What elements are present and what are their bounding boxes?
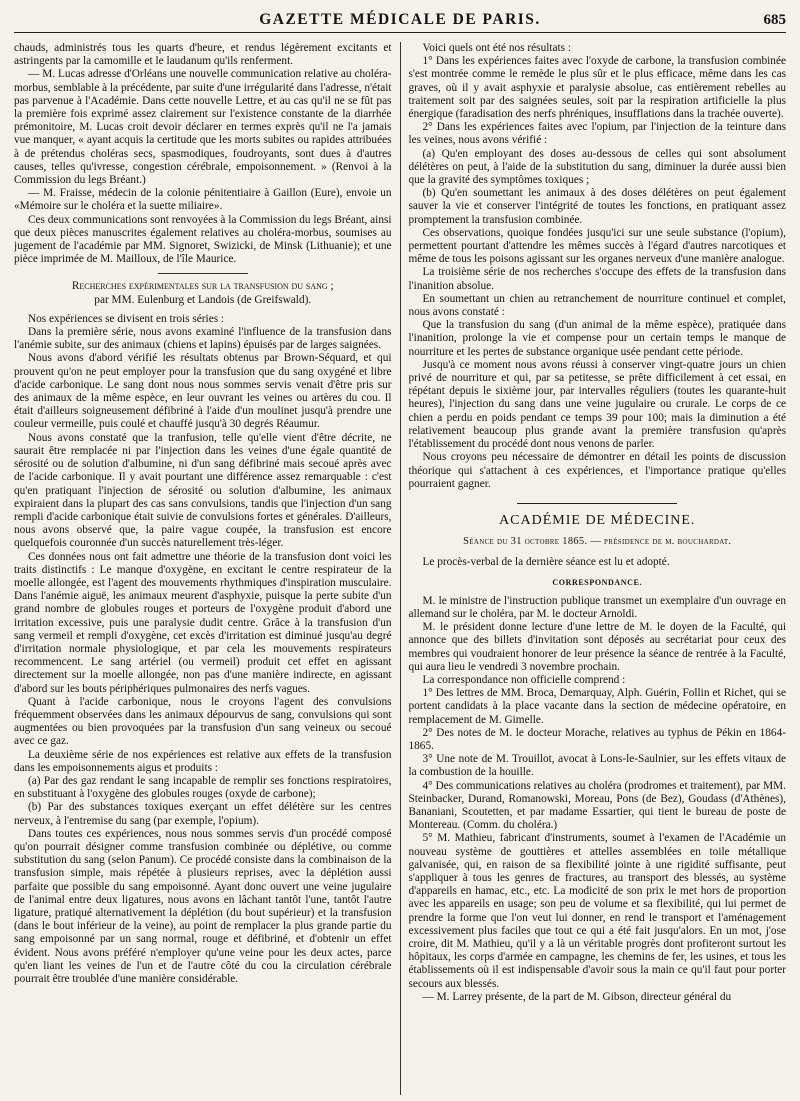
paragraph: Ces deux communications sont renvoyées à la Commission du legs Bréant, ainsi que deux pièces manuscrites également relatives au choléra-morbus, soumises au jugement de l'académie par MM. Signoret, Swizicki, de Minsk (Lithuanie); et une pièce imprimée de M. Mailloux, de l'île Maurice. [14, 213, 392, 266]
paragraph: 1° Dans les expériences faites avec l'oxyde de carbone, la transfusion combinée s'est montrée comme le remède le plus sûr et le plus efficace, même dans les cas graves, où il y avait asphyxie et paralysie absolue, cas entièrement rebelles au traitement soit par des saignées seules, soit par la respiration artificielle la plus énergique (faradisation des nerfs phréniques, insufflations dans la trachée ouverte). [408, 55, 786, 121]
paragraph: Nous croyons peu nécessaire de démontrer en détail les points de discussion théorique qui s'attachent à ces expériences, et l'importance pratique qu'elles pourraient gagner. [408, 451, 786, 490]
paragraph: M. le ministre de l'instruction publique transmet un exemplaire d'un ouvrage en allemand sur le choléra, par M. le docteur Arnoldi. [408, 594, 786, 620]
page-header [14, 8, 786, 33]
paragraph: Ces observations, quoique fondées jusqu'ici sur une seule substance (l'opium), permettent pourtant d'attendre les mêmes succès à l'égard d'autres narcotiques et même de tous les poisons agissant sur les organes nerveux d'une manière analogue. [408, 226, 786, 266]
paragraph: 5° M. Mathieu, fabricant d'instruments, soumet à l'examen de l'Académie un nouveau système de gouttières et attelles assemblées en toile métallique galvanisée, qui, en raison de sa flexibilité jointe à une rigidité suffisante, peut s'appliquer à tous les genres de fractures, au transport des blessés, au système d'appareils en hamac, etc., etc. La modicité de son prix le met hors de proportion avec les appareils en usage; son peu de volume et sa flexibilité, qui lui permet de prendre la forme que l'on veut lui donner, en rend le transport et l'aménagement excessivement plus faciles que tout ce qui a été fait jusqu'alors. En un mot, j'ose croire, dit M. Mathieu, qu'il y a là un véritable progrès dont profiteront surtout les hôpitaux, les corps d'armée en campagne, les chemins de fer, les usines, et tous les établissements où il est indispensable d'avoir sous la main ce qu'il faut pour porter secours aux blessés. [408, 832, 786, 990]
paragraph: 2° Des notes de M. le docteur Morache, relatives au typhus de Pékin en 1864-1865. [408, 726, 786, 752]
paragraph: (b) Par des substances toxiques exerçant un effet délétère sur les centres nerveux, à l'entremise du sang (par exemple, l'opium). [14, 801, 392, 827]
paragraph: M. le président donne lecture d'une lettre de M. le doyen de la Faculté, qui annonce que des billets d'invitation sont déposés au secrétariat pour ceux des membres qui voudraient honorer de leur présence la séance de rentrée à la Faculté, qui aura lieu le vendredi 3 novembre prochain. [408, 621, 786, 673]
paragraph: Dans toutes ces expériences, nous nous sommes servis d'un procédé composé qu'on pourrait désigner comme transfusion combinée ou déplétive, ou comme substitution du sang (selon Panum). Ce procédé consiste dans la combinaison de la transfusion simple, mais répétée à plusieurs reprises, avec la déplétion aussi parfaite que possible du sang empoisonné. Ayant donc ouvert une veine jugulaire de l'animal entre deux ligatures, nous avons en lâchant tantôt l'une, tantôt l'autre ligature, pratiqué alternativement la déplétion (du bout supérieur) et la transfusion (dans le bout inférieur de la veine), au point de remplacer la plus grande partie du sang empoisonné par un sang normal, rouge et défibriné, et d'obtenir un effet évident. Nous avons préféré n'employer qu'une veine pour les deux actes, parce qu'en liant les veines de l'un et de l'autre côté du cou la circulation cérébrale pourrait être troublée d'une manière considérable. [14, 827, 392, 986]
correspondance-heading: CORRESPONDANCE. [552, 577, 643, 587]
paragraph: Quant à l'acide carbonique, nous le croyons l'agent des convulsions fréquemment observées dans les animaux dépourvus de sang, convulsions qui sont augmentées ou bien provoquées par la transfusion d'un sang veineux ou secoué avec ce gaz. [14, 695, 392, 748]
paragraph: La deuxième série de nos expériences est relative aux effets de la transfusion dans les empoisonnements aigus et produits : [14, 748, 392, 774]
paragraph: 2° Dans les expériences faites avec l'opium, par l'injection de la teinture dans les veines, nous avons vérifié : [408, 121, 786, 147]
article-authors: par MM. Eulenburg et Landois (de Greifswald). [94, 293, 312, 306]
paragraph: Que la transfusion du sang (d'un animal de la même espèce), pratiquée dans l'inanition, prolonge la vie et compense pour un certain temps le manque de nourriture et les pertes de substance organique usée pendant cette période. [408, 319, 786, 358]
page-number: 685 [763, 12, 786, 28]
paragraph: Dans la première série, nous avons examiné l'influence de la transfusion dans l'anémie subite, sur des animaux (chiens et lapins) épuisés par de larges saignées. [14, 326, 392, 352]
paragraph: (a) Qu'en employant des doses au-dessous de celles qui sont absolument délétères on peut, à l'aide de la substitution du sang, diminuer la durée aussi bien que la gravité des symptômes toxiques ; [408, 147, 786, 187]
article-heading: Recherches expérimentales sur la transfusion du sang ; [71, 280, 334, 293]
paragraph: La troisième série de nos recherches s'occupe des effets de la transfusion dans l'inanition absolue. [408, 266, 786, 292]
paragraph: — M. Fraisse, médecin de la colonie pénitentiaire à Gaillon (Eure), envoie un «Mémoire sur le choléra et la suette miliaire». [14, 187, 392, 213]
paragraph: Ces données nous ont fait admettre une théorie de la transfusion dont voici les traits distinctifs : Le manque d'oxygène, en excitant le centre respirateur de la moelle allongée, est l'agent des mouvements rhythmiques d'inspiration musculaire. Dans l'anémie aiguë, les animaux meurent d'asphyxie, puisque la perte subite d'un grand nombre de globules rouges et porteurs de l'oxygène produit d'abord une irritation excessive, puis une paralysie dudit centre. Grâce à la transfusion d'un sang vermeil et rempli d'oxygène, cet excès d'irritation est diminué jusqu'au degré d'irritation normale physiologique, et par cela les mouvements respirateurs recommencent. Le sang artériel (ou vermeil) produit cet effet en agissant directement sur la moelle allongée, non pas d'une manière indirecte, en agissant d'abord sur les bouts périphériques pulmonaires des nerfs vagues. [14, 550, 392, 695]
paragraph: — M. Lucas adresse d'Orléans une nouvelle communication relative au choléra-morbus, semblable à la précédente, par suite d'une irrégularité dans l'adresse, n'était pas parvenue à l'Académie. Dans cette nouvelle Lettre, et au cas qu'il ne se fût pas la première fois exprimé assez clairement sur l'existence constante de la diarrhée prémonitoire, M. Lucas croit devoir déclarer en termes exprès qu'il ne l'a jamais vue manquer, « ayant acquis la certitude que les morts subites ou rapides attribuées à de prétendus choléras secs, spasmodiques, foudroyants, sont dues à d'autres causes, telles qu'ivresse, congestion cérébrale, empoisonnement. » (Renvoi à la Commission du legs Bréant.) [14, 68, 392, 187]
paragraph: En soumettant un chien au retranchement de nourriture continuel et complet, nous avons constaté : [408, 292, 786, 319]
divider [158, 273, 248, 274]
section-title: ACADÉMIE DE MÉDECINE. [499, 512, 696, 528]
paragraph: 4° Des communications relatives au choléra (prodromes et traitement), par MM. Steinbacker, Durand, Romanowski, Moreau, Pons (de Bez), Goudass (d'Athènes), Bananiani, Scoutetten, et par madame Essartier, qui tient le bureau de poste de Montereau. (Comm. du choléra.) [408, 779, 786, 832]
paragraph: (a) Par des gaz rendant le sang incapable de remplir ses fonctions respiratoires, en substituant à l'oxygène des globules rouges (oxyde de carbone); [14, 774, 392, 801]
text-columns [14, 42, 786, 1095]
paragraph: Nos expériences se divisent en trois séries : [28, 312, 225, 325]
paragraph: (b) Qu'en soumettant les animaux à des doses délétères on peut également sauver la vie et conserver l'intégrité de toutes les fonctions, en pratiquant assez promptement la transfusion combinée. [408, 187, 786, 226]
paragraph: Nous avons d'abord vérifié les résultats obtenus par Brown-Séquard, et qui prouvent qu'on ne peut employer pour la transfusion que du sang oxygéné et libre d'acide carbonique. Le sang dont nous nous sommes servis venait d'être pris sur des animaux de la même espèce, en leur ouvrant les veines ou artères du cou. Il était d'ailleurs soigneusement défibriné à l'aide d'un moulinet jusqu'à prendre une couleur vermeille, puis coulé et chauffé jusqu'à 30 degrés Réaumur. [14, 352, 392, 431]
right-column [400, 42, 787, 1095]
section-divider [517, 503, 677, 504]
paragraph: chauds, administrés tous les quarts d'heure, et rendus légèrement excitants et astringents par la camomille et le laudanum qu'ils renferment. [14, 42, 392, 68]
left-column [14, 42, 400, 1095]
paragraph: 3° Une note de M. Trouillot, avocat à Lons-le-Saulnier, sur les effets vitaux de la combustion de la houille. [408, 753, 786, 779]
paragraph: 1° Des lettres de MM. Broca, Demarquay, Alph. Guérin, Follin et Richet, qui se portent candidats à la place vacante dans la section de médecine opératoire, en remplacement de M. Gimelle. [408, 687, 786, 726]
paragraph: Le procès-verbal de la dernière séance est lu et adopté. [422, 556, 670, 569]
paragraph: La correspondance non officielle comprend : [422, 673, 626, 686]
paragraph: Jusqu'à ce moment nous avons réussi à conserver vingt-quatre jours un chien privé de nourriture et qui, par sa petitesse, se prête difficilement à cet essai, en répétant depuis le sixième jour, par intervalles réguliers (toutes les quarante-huit heures), l'injection du sang dans une veine jugulaire ou crurale. Le corps de ce chien a perdu en poids pendant ce temps 39 pour 100; mais la diminution a été relativement beaucoup plus grande avant la première transfusion qu'après l'établissement du procédé dont nous venons de parler. [408, 358, 786, 451]
paragraph: — M. Larrey présente, de la part de M. Gibson, directeur général du [422, 990, 732, 1003]
journal-title: GAZETTE MÉDICALE DE PARIS. [259, 11, 541, 28]
session-line: Séance du 31 octobre 1865. — présidence de m. bouchardat. [463, 536, 732, 548]
paragraph: Nous avons constaté que la tranfusion, telle qu'elle vient d'être décrite, ne saurait être remplacée ni par l'injection dans les veines d'une égale quantité de sérosité ou de solution d'albumine, ni d'un sang défibriné mais secoué après avec de l'acide carbonique. Il y avait pourtant une différence assez remarquable : c'est qu'en pratiquant l'injection de sérosité ou solution d'albumine, les animaux expiraient dans la plupart des cas sans convulsions, tandis que l'injection d'un sang rempli d'acide carbonique était suivie de convulsions fortes et générales. D'ailleurs, nous avons observé que, la paire vague coupée, la transfusion est encore quelquefois couronnée d'un succès naturellement très-léger. [14, 431, 392, 550]
paragraph: Voici quels ont été nos résultats : [422, 42, 572, 54]
